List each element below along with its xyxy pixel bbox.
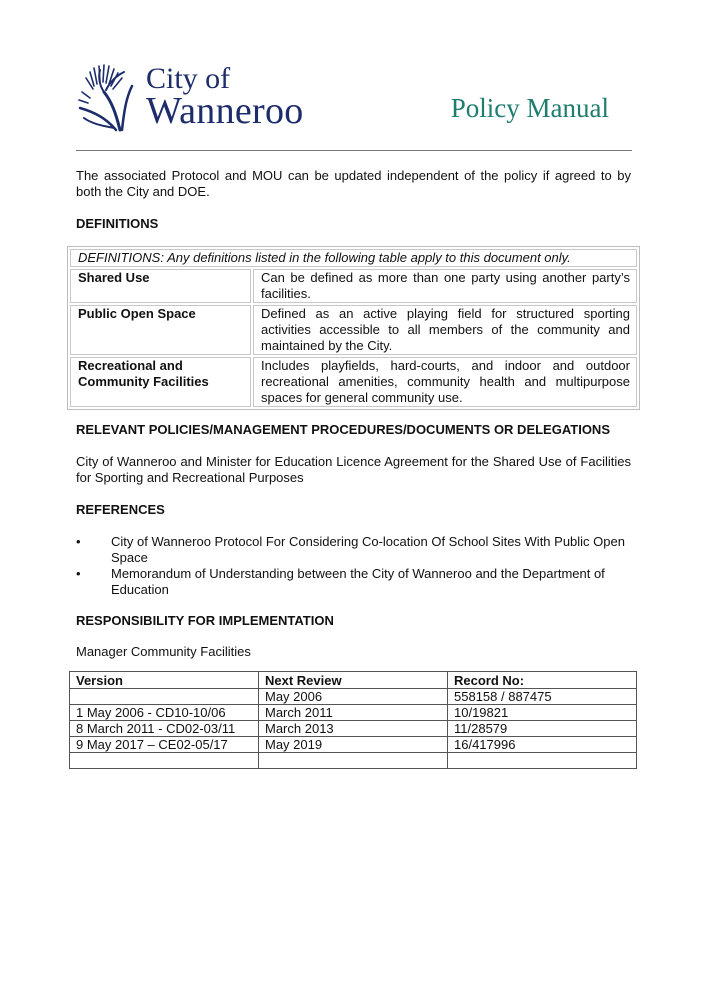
logo-text-city-of: City of <box>146 62 231 95</box>
document-body <box>76 168 631 232</box>
next-review-cell: March 2013 <box>259 721 448 737</box>
document-body-lower <box>76 422 631 660</box>
column-header-record-no: Record No: <box>448 672 637 689</box>
definition-text: Includes playfields, hard-courts, and indoor and outdoor recreational amenities, community health and multipurpose spaces for general community use. <box>253 357 637 407</box>
definition-text: Defined as an active playing field for structured sporting activities accessible to all members of the community and maintained by the City. <box>253 305 637 355</box>
city-of-wanneroo-logo <box>76 62 326 134</box>
table-header-row <box>70 672 637 689</box>
banksia-flower-icon <box>76 62 138 132</box>
record-no-cell: 16/417996 <box>448 737 637 753</box>
record-no-cell: 558158 / 887475 <box>448 689 637 705</box>
version-history-table <box>69 671 637 769</box>
responsibility-text: Manager Community Facilities <box>76 644 251 659</box>
record-no-cell: 11/28579 <box>448 721 637 737</box>
next-review-cell: March 2011 <box>259 705 448 721</box>
references-heading: REFERENCES <box>76 502 165 517</box>
relevant-policies-text: City of Wanneroo and Minister for Education Licence Agreement for the Shared Use of Facilities for Sporting and Recreational Purposes <box>76 454 631 485</box>
definition-term: Shared Use <box>70 269 251 303</box>
table-row <box>70 305 637 355</box>
record-no-cell <box>448 753 637 769</box>
policy-manual-title: Policy Manual <box>450 93 609 123</box>
list-item: • Memorandum of Understanding between the City of Wanneroo and the Department of Education <box>76 566 631 598</box>
column-header-version: Version <box>70 672 259 689</box>
column-header-next-review: Next Review <box>259 672 448 689</box>
table-row <box>70 721 637 737</box>
next-review-cell: May 2006 <box>259 689 448 705</box>
version-cell: 8 March 2011 - CD02-03/11 <box>70 721 259 737</box>
table-row <box>70 269 637 303</box>
references-list <box>76 534 631 598</box>
relevant-policies-heading: RELEVANT POLICIES/MANAGEMENT PROCEDURES/DOCUMENTS OR DELEGATIONS <box>76 422 610 437</box>
next-review-cell: May 2019 <box>259 737 448 753</box>
intro-paragraph: The associated Protocol and MOU can be updated independent of the policy if agreed to by both the City and DOE. <box>76 168 631 199</box>
next-review-cell <box>259 753 448 769</box>
table-row <box>70 737 637 753</box>
list-item: • City of Wanneroo Protocol For Considering Co-location Of School Sites With Public Open Space <box>76 534 631 566</box>
definition-term: Public Open Space <box>70 305 251 355</box>
definitions-heading: DEFINITIONS <box>76 216 159 231</box>
version-cell: 1 May 2006 - CD10-10/06 <box>70 705 259 721</box>
definitions-table <box>67 246 640 410</box>
logo-text-wanneroo: Wanneroo <box>146 90 304 132</box>
definition-text: Can be defined as more than one party using another party’s facilities. <box>253 269 637 303</box>
responsibility-heading: RESPONSIBILITY FOR IMPLEMENTATION <box>76 613 334 628</box>
table-row <box>70 689 637 705</box>
version-cell: 9 May 2017 – CE02-05/17 <box>70 737 259 753</box>
page-header <box>0 0 706 152</box>
table-row <box>70 753 637 769</box>
version-cell <box>70 689 259 705</box>
header-divider <box>76 150 632 151</box>
table-row <box>70 357 637 407</box>
version-cell <box>70 753 259 769</box>
table-row <box>70 705 637 721</box>
definition-term: Recreational and Community Facilities <box>70 357 251 407</box>
definitions-caption: DEFINITIONS: Any definitions listed in the following table apply to this document only. <box>70 249 637 267</box>
record-no-cell: 10/19821 <box>448 705 637 721</box>
definitions-caption-row <box>70 249 637 267</box>
